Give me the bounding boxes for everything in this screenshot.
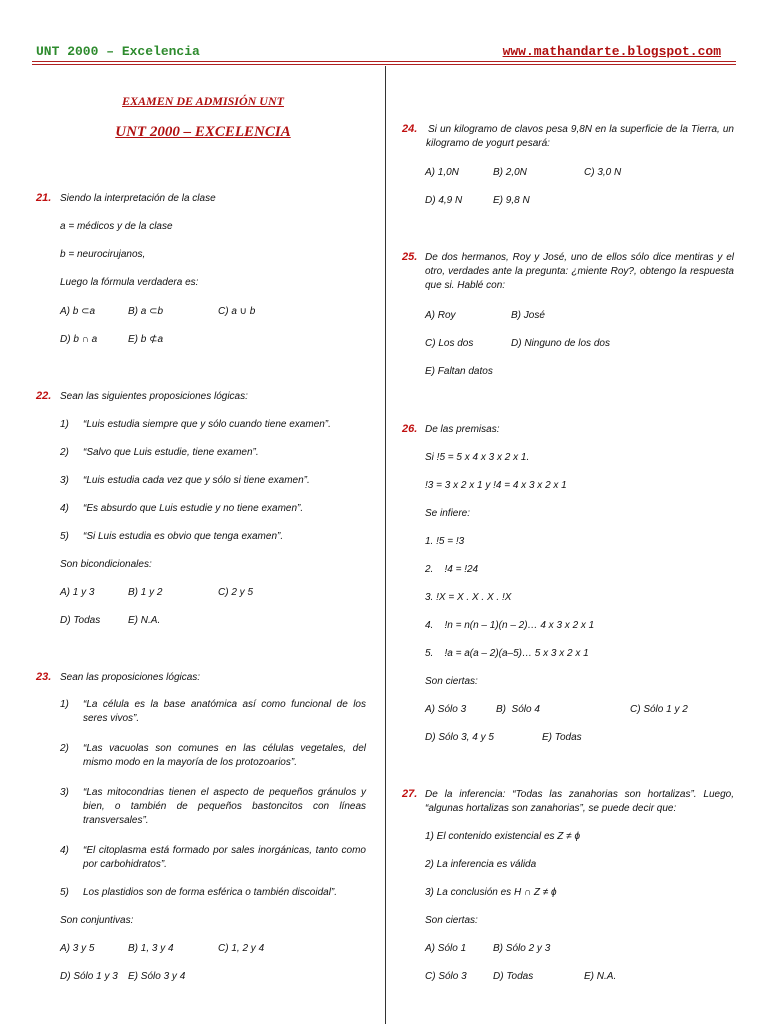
option-b: B) Sólo 4 [496,704,540,715]
item-number: 5) [60,887,69,898]
question-number: 23. [36,671,52,683]
exam-title: EXAMEN DE ADMISIÓN UNT [122,94,284,108]
question-stem: Si un kilogramo de clavos pesa 9,8N en la superficie de la Tierra, un kilogramo de yogurt pesará: [426,124,734,149]
option-a: A) Sólo 3 [425,704,467,715]
item-number: 4) [60,503,69,514]
option-e: E) Faltan datos [425,366,493,377]
question-lead: Son bicondicionales: [60,559,152,570]
item-number: 1) [60,699,69,710]
option-a: A) 1 y 3 [60,587,95,598]
header-rule [32,61,736,62]
statement: 3. !X = X . X . X . !X [425,592,512,603]
item-text: “La célula es la base anatómica así como funcional de los seres vivos”. [83,699,366,724]
option-d: D) b ∩ a [60,334,98,345]
option-c: C) 2 y 5 [218,587,254,598]
question-lead: Son ciertas: [425,915,478,926]
item-text: “Si Luis estudia es obvio que tenga examen”. [83,531,284,542]
question-number: 24. [402,123,418,135]
header-rule-2 [32,64,736,65]
statement: 5. !a = a(a – 2)(a–5)… 5 x 3 x 2 x 1 [425,648,589,659]
premise-2: !3 = 3 x 2 x 1 y !4 = 4 x 3 x 2 x 1 [425,480,567,491]
statement: 1) El contenido existencial es Z ≠ ϕ [425,831,581,842]
option-b: B) 1 y 2 [128,587,163,598]
option-c: C) 3,0 N [584,167,622,178]
item-number: 5) [60,531,69,542]
statement: 3) La conclusión es H ∩ Z ≠ ϕ [425,887,557,898]
question-number: 27. [402,788,418,800]
item-text: “Es absurdo que Luis estudie y no tiene examen”. [83,503,304,514]
option-d: D) Ninguno de los dos [511,338,610,349]
header-website-link[interactable]: www.mathandarte.blogspot.com [502,44,721,59]
item-number: 1) [60,419,69,430]
option-d: D) 4,9 N [425,195,463,206]
question-number: 26. [402,423,418,435]
option-d: D) Sólo 1 y 3 [60,971,118,982]
option-a: A) Sólo 1 [425,943,467,954]
definition-b: b = neurocirujanos, [60,249,146,260]
question-stem: De dos hermanos, Roy y José, uno de ellos sólo dice mentiras y el otro, verdades ante la pregunta: ¿miente Roy?, obtengo la respuesta que si. Hablé con: [425,252,734,291]
option-c: C) a ∪ b [218,306,256,317]
premise-1: Si !5 = 5 x 4 x 3 x 2 x 1. [425,452,530,463]
option-a: A) 1,0N [425,167,459,178]
option-d: D) Sólo 3, 4 y 5 [425,732,494,743]
option-a: A) Roy [425,310,456,321]
option-c: C) Sólo 1 y 2 [630,704,688,715]
item-text: “Las vacuolas son comunes en las células vegetales, del mismo modo en la mayoría de los protozoarios”. [83,743,366,768]
item-text: “Luis estudia siempre que y sólo cuando tiene examen”. [83,419,331,430]
item-text: Los plastidios son de forma esférica o también discoidal”. [83,887,338,898]
option-b: B) 2,0N [493,167,527,178]
item-text: “Las mitocondrias tienen el aspecto de pequeños gránulos y bien, o también de pequeños bastoncitos con líneas transversales”. [83,787,366,826]
question-lead: Son ciertas: [425,676,478,687]
question-lead: Luego la fórmula verdadera es: [60,277,199,288]
statement: 2) La inferencia es válida [425,859,537,870]
item-number: 3) [60,475,69,486]
question-stem: Sean las siguientes proposiciones lógicas: [60,391,248,402]
option-c: C) Sólo 3 [425,971,467,982]
item-number: 2) [60,743,69,754]
option-e: E) N.A. [584,971,617,982]
question-number: 25. [402,251,418,263]
item-text: “Salvo que Luis estudie, tiene examen”. [83,447,259,458]
option-b: B) 1, 3 y 4 [128,943,174,954]
header-title: UNT 2000 – Excelencia [36,44,200,59]
option-c: C) Los dos [425,338,474,349]
option-d: D) Todas [60,615,101,626]
exam-subtitle: UNT 2000 – EXCELENCIA [115,124,291,140]
item-number: 2) [60,447,69,458]
option-a: A) b ⊂a [60,306,96,317]
option-d: D) Todas [493,971,534,982]
definition-a: a = médicos y de la clase [60,221,173,232]
statement: 4. !n = n(n – 1)(n – 2)… 4 x 3 x 2 x 1 [425,620,595,631]
question-lead: Son conjuntivas: [60,915,134,926]
statement: 2. !4 = !24 [425,564,479,575]
option-b: B) a ⊂b [128,306,164,317]
question-number: 22. [36,390,52,402]
question-number: 21. [36,192,52,204]
statement: 1. !5 = !3 [425,536,465,547]
item-number: 4) [60,845,69,856]
inference-lead: Se infiere: [425,508,471,519]
column-divider [385,66,386,1024]
option-b: B) Sólo 2 y 3 [493,943,551,954]
item-text: “El citoplasma está formado por sales inorgánicas, tanto como por carbohidratos”. [83,845,366,870]
question-stem: Siendo la interpretación de la clase [60,193,216,204]
option-b: B) José [511,310,545,321]
item-number: 3) [60,787,69,798]
option-e: E) Todas [542,732,582,743]
question-stem: Sean las proposiciones lógicas: [60,672,201,683]
question-stem: De la inferencia: “Todas las zanahorias son hortalizas”. Luego, “algunas hortalizas son zanahorias”, se puede decir que: [425,789,734,814]
item-text: “Luis estudia cada vez que y sólo si tiene examen”. [83,475,310,486]
option-e: E) b ⊄a [128,334,164,345]
option-e: E) N.A. [128,615,161,626]
option-c: C) 1, 2 y 4 [218,943,265,954]
option-a: A) 3 y 5 [60,943,95,954]
question-stem: De las premisas: [425,424,500,435]
option-e: E) 9,8 N [493,195,530,206]
option-e: E) Sólo 3 y 4 [128,971,186,982]
